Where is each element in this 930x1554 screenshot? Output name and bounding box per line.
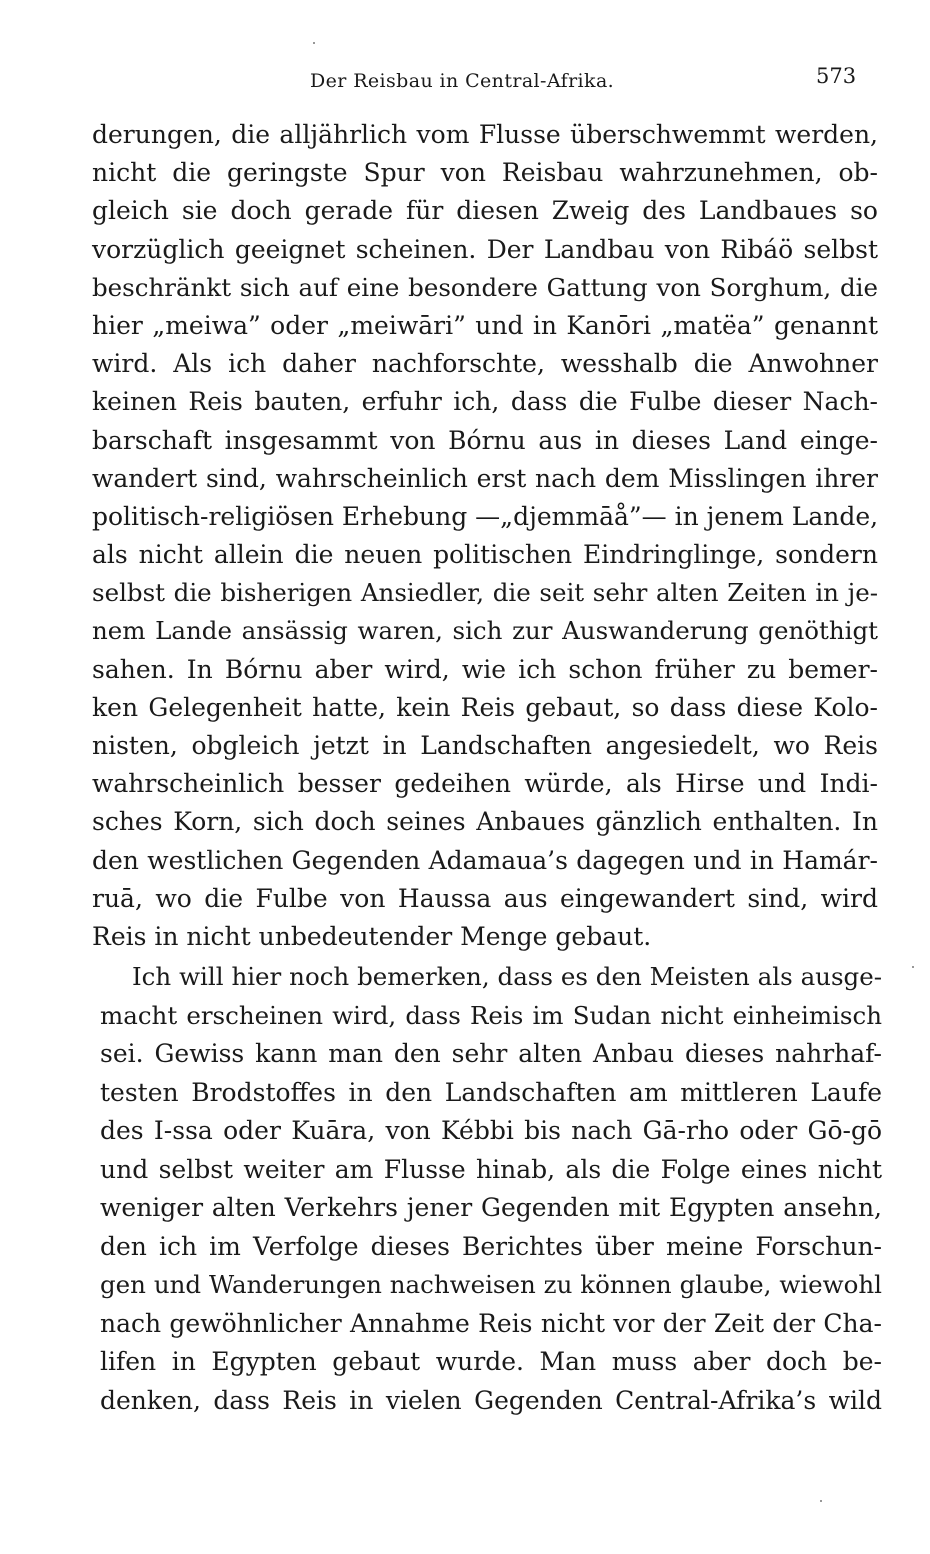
text-line: und selbst weiter am Flusse hinab, als die Folge eines nicht	[100, 1154, 882, 1184]
text-line: sches Korn, sich doch seines Anbaues gänzlich enthalten. In	[92, 807, 878, 837]
text-line: macht erscheinen wird, dass Reis im Sudan nicht einheimisch	[100, 1000, 882, 1030]
text-line: wahrscheinlich besser gedeihen würde, als Hirse und Indi-	[92, 769, 878, 799]
text-line: gen und Wanderungen nachweisen zu können glaube, wiewohl	[100, 1270, 882, 1299]
paragraph-1	[92, 116, 878, 956]
text-line: gleich sie doch gerade für diesen Zweig des Landbaues so	[92, 196, 878, 226]
text-line: Ich will hier noch bemerken, dass es den Meisten als ausge-	[132, 962, 882, 991]
text-line: nem Lande ansässig waren, sich zur Auswanderung genöthigt	[92, 616, 878, 646]
paper-speck	[820, 1500, 822, 1502]
text-line: nisten, obgleich jetzt in Landschaften angesiedelt, wo Reis	[92, 731, 878, 760]
text-line: sahen. In Bórnu aber wird, wie ich schon früher zu bemer-	[92, 654, 878, 684]
text-line: sei. Gewiss kann man den sehr alten Anbau dieses nahrhaf-	[100, 1039, 882, 1068]
paper-speck	[313, 42, 315, 44]
text-line: derungen, die alljährlich vom Flusse überschwemmt werden,	[92, 120, 878, 149]
text-line: den ich im Verfolge dieses Berichtes über meine Forschun-	[100, 1231, 882, 1261]
text-line: den westlichen Gegenden Adamaua’s dagegen und in Hamár-	[92, 845, 878, 875]
running-head: Der Reisbau in Central-Afrika.	[310, 70, 615, 92]
text-line: testen Brodstoffes in den Landschaften am mittleren Laufe	[100, 1077, 882, 1107]
text-line: vorzüglich geeignet scheinen. Der Landbau von Ribáö selbst	[92, 234, 878, 264]
text-line: als nicht allein die neuen politischen Eindringlinge, sondern	[92, 540, 878, 570]
paper-speck	[912, 966, 914, 968]
text-line: beschränkt sich auf eine besondere Gattung von Sorghum, die	[92, 272, 878, 302]
text-line: nicht die geringste Spur von Reisbau wahrzunehmen, ob-	[92, 158, 878, 188]
text-line: hier „meiwa” oder „meiwāri” und in Kanōri „matëa” genannt	[92, 310, 878, 340]
text-line: barschaft insgesammt von Bórnu aus in dieses Land einge-	[92, 425, 878, 455]
text-line: wandert sind, wahrscheinlich erst nach dem Misslingen ihrer	[92, 463, 878, 493]
text-line: des I-ssa oder Kuāra, von Kébbi bis nach Gā-rho oder Gō-gō	[100, 1116, 882, 1145]
text-line: politisch-religiösen Erhebung —„djemmāå”— in jenem Lande,	[92, 501, 879, 531]
text-line: weniger alten Verkehrs jener Gegenden mit Egypten ansehn,	[100, 1193, 882, 1222]
paragraph-2	[100, 958, 882, 1420]
text-line: lifen in Egypten gebaut wurde. Man muss aber doch be-	[100, 1347, 882, 1376]
text-line: ruā, wo die Fulbe von Haussa aus eingewandert sind, wird	[92, 883, 878, 913]
text-line: denken, dass Reis in vielen Gegenden Central-Afrika’s wild	[100, 1385, 882, 1415]
text-line: wird. Als ich daher nachforschte, wesshalb die Anwohner	[92, 349, 878, 379]
text-line: nach gewöhnlicher Annahme Reis nicht vor der Zeit der Cha-	[100, 1308, 882, 1338]
text-line: selbst die bisherigen Ansiedler, die seit sehr alten Zeiten in je-	[92, 578, 878, 608]
text-line: Reis in nicht unbedeutender Menge gebaut.	[92, 921, 652, 951]
text-line: ken Gelegenheit hatte, kein Reis gebaut, so dass diese Kolo-	[92, 692, 878, 722]
page-number: 573	[816, 64, 857, 88]
text-line: keinen Reis bauten, erfuhr ich, dass die Fulbe dieser Nach-	[92, 387, 878, 417]
